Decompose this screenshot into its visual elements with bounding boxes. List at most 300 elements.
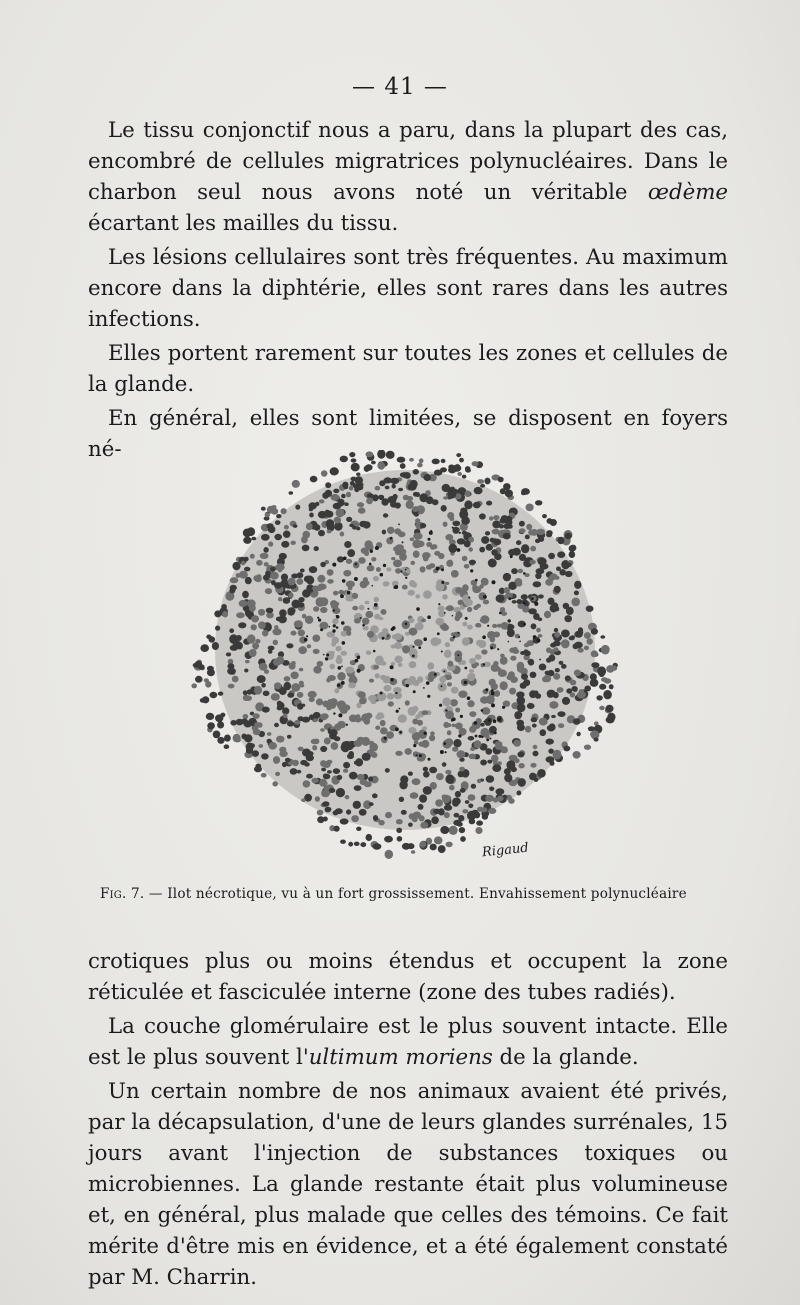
cell <box>227 663 234 669</box>
cell <box>562 697 570 705</box>
cell <box>468 804 473 809</box>
cell <box>287 735 292 739</box>
cell <box>363 521 371 528</box>
cell <box>596 695 602 700</box>
cell <box>271 508 278 515</box>
cell <box>601 645 610 655</box>
cell <box>474 740 482 748</box>
cell <box>279 617 285 624</box>
cell <box>275 772 280 776</box>
cell <box>359 809 367 816</box>
cell <box>570 680 576 686</box>
cell <box>329 732 337 739</box>
cell <box>385 812 392 818</box>
cell <box>402 645 410 653</box>
cell <box>396 819 403 824</box>
cell <box>551 715 556 718</box>
cell <box>326 519 335 528</box>
nucleus-dot <box>396 710 399 713</box>
cell <box>535 539 540 543</box>
nucleus-dot <box>332 563 336 567</box>
nucleus-dot <box>491 689 494 692</box>
nucleus-dot <box>380 573 384 577</box>
cell <box>200 698 205 703</box>
cell <box>244 567 250 572</box>
cell <box>362 753 371 761</box>
cell <box>348 751 354 757</box>
cell <box>469 669 474 673</box>
cell <box>218 692 223 696</box>
cell <box>393 494 398 500</box>
cell <box>501 748 508 754</box>
cell <box>586 606 594 612</box>
cell <box>346 631 351 636</box>
cell <box>386 567 391 571</box>
cell <box>491 549 497 555</box>
cell <box>467 607 472 612</box>
cell <box>330 600 337 607</box>
cell <box>480 615 489 624</box>
nucleus-dot <box>452 717 456 721</box>
nucleus-dot <box>395 692 397 694</box>
cell <box>408 618 414 623</box>
cell <box>360 842 366 847</box>
cell <box>462 475 467 479</box>
paragraph-7: Un certain nombre de nos animaux avaient été privés, par la décapsulation, d'une de leurs glandes surrénales, 15 jours avant l'injection de substances toxiques ou microbiennes. La glande restante était plus volumineuse et, en général, plus malade que celles des témoins. Ce fait mérite d'être mis en évidence, et a été également constaté par M. Charrin. <box>88 1079 728 1290</box>
cell <box>209 636 216 642</box>
cell <box>517 703 526 712</box>
paragraph-1: Le tissu conjonctif nous a paru, dans la plupart des cas, encombré de cellules migratrices polynucléaires. Dans le charbon seul nous avons noté un véritable œdème écartant les mailles du tissu. <box>88 118 728 236</box>
cell <box>321 789 330 797</box>
cell <box>529 560 535 565</box>
cell <box>599 673 604 677</box>
cell <box>357 502 364 507</box>
nucleus-dot <box>343 557 347 561</box>
nucleus-dot <box>483 663 485 665</box>
cell <box>561 630 570 638</box>
cell <box>442 795 450 804</box>
cell <box>447 730 452 735</box>
cell <box>242 591 249 598</box>
cell <box>254 686 262 695</box>
nucleus-dot <box>419 754 422 757</box>
cell <box>251 615 259 622</box>
cell <box>451 687 459 694</box>
nucleus-dot <box>523 572 526 575</box>
cell <box>462 622 467 627</box>
cell <box>356 473 360 476</box>
cell <box>251 624 257 630</box>
cell <box>415 518 420 523</box>
cell <box>401 810 407 815</box>
cell <box>467 811 476 821</box>
cell <box>249 649 257 657</box>
cell <box>385 768 390 773</box>
cell <box>446 723 451 727</box>
cell <box>255 764 261 769</box>
cell <box>460 788 466 793</box>
cell <box>500 488 506 494</box>
cell <box>452 521 460 527</box>
cell <box>452 465 461 472</box>
cell <box>303 780 311 787</box>
cell <box>256 560 263 566</box>
cell <box>205 681 211 688</box>
cell <box>409 458 414 462</box>
figure-caption <box>100 886 720 902</box>
cell <box>412 719 418 725</box>
cell <box>448 490 457 499</box>
nucleus-dot <box>468 597 470 599</box>
cell <box>371 752 377 758</box>
nucleus-dot <box>373 650 376 653</box>
nucleus-dot <box>428 538 431 541</box>
cell <box>407 843 414 849</box>
cell <box>398 663 403 667</box>
cell <box>554 632 560 638</box>
cell <box>500 607 505 612</box>
cell <box>378 495 384 500</box>
cell <box>314 546 319 551</box>
cell <box>366 834 373 841</box>
cell <box>402 585 408 590</box>
cell <box>530 672 537 678</box>
cell <box>253 713 260 719</box>
cell <box>524 651 531 657</box>
cell <box>481 649 487 654</box>
cell <box>374 597 379 602</box>
cell <box>339 706 344 710</box>
nucleus-dot <box>489 738 491 740</box>
cell <box>274 582 282 589</box>
cell <box>344 502 348 506</box>
cell <box>486 501 492 506</box>
cell <box>300 569 305 573</box>
cell <box>319 499 325 503</box>
cell <box>244 734 252 742</box>
cell <box>442 762 447 767</box>
cell <box>454 813 460 818</box>
nucleus-dot <box>355 659 359 663</box>
cell <box>321 470 328 476</box>
cell <box>436 773 444 780</box>
nucleus-dot <box>338 666 342 670</box>
cell <box>327 569 334 576</box>
cell <box>528 659 534 666</box>
nucleus-dot <box>457 548 461 552</box>
cell <box>346 744 353 750</box>
cell <box>455 708 460 713</box>
nucleus-dot <box>406 684 409 687</box>
cell <box>455 791 461 798</box>
cell <box>591 628 598 634</box>
nucleus-dot <box>482 635 486 639</box>
cell <box>214 610 221 617</box>
cell <box>528 608 537 614</box>
nucleus-dot <box>304 638 308 642</box>
nucleus-dot <box>487 625 489 627</box>
nucleus-dot <box>333 609 335 611</box>
nucleus-dot <box>481 736 483 738</box>
cell <box>261 507 266 511</box>
cell <box>549 701 558 709</box>
cell <box>279 553 287 560</box>
cell <box>484 478 490 485</box>
cell <box>553 692 559 698</box>
cell <box>351 675 356 680</box>
nucleus-dot <box>380 692 383 695</box>
cell <box>453 739 461 747</box>
nucleus-dot <box>355 563 357 565</box>
nucleus-dot <box>445 709 447 711</box>
cell <box>450 699 458 706</box>
cell <box>439 676 446 682</box>
nucleus-dot <box>508 597 511 600</box>
cell <box>468 736 475 741</box>
cell <box>367 565 375 571</box>
cell <box>309 566 317 573</box>
cell <box>195 661 203 669</box>
cell <box>347 549 355 557</box>
cell <box>210 692 218 698</box>
cell <box>391 557 395 560</box>
nucleus-dot <box>465 617 468 620</box>
cell <box>400 775 408 783</box>
cell <box>422 552 430 559</box>
cell <box>507 524 513 529</box>
nucleus-dot <box>357 656 361 660</box>
cell <box>299 668 304 672</box>
cell <box>420 822 428 829</box>
cell <box>538 618 542 622</box>
cell <box>465 800 470 804</box>
cell <box>230 720 236 726</box>
cell <box>291 574 298 579</box>
cell <box>284 525 289 530</box>
cell <box>493 515 499 520</box>
nucleus-dot <box>523 623 526 626</box>
cell <box>215 626 220 631</box>
cell <box>540 729 547 736</box>
cell <box>398 531 406 537</box>
cell <box>272 781 278 786</box>
cell <box>518 569 524 573</box>
cell <box>244 529 253 536</box>
cell <box>340 456 348 463</box>
cell <box>320 746 327 752</box>
cell <box>346 809 351 814</box>
cell <box>349 772 358 780</box>
cell <box>338 590 344 595</box>
cell <box>400 463 406 469</box>
cell <box>448 661 454 667</box>
cell <box>526 524 532 530</box>
cell <box>292 480 300 488</box>
cell <box>358 507 366 513</box>
cell <box>302 614 306 619</box>
cell <box>316 698 323 705</box>
cell <box>207 722 215 729</box>
nucleus-dot <box>533 635 537 639</box>
cell <box>414 639 423 646</box>
cell <box>376 567 381 572</box>
cell <box>229 628 234 633</box>
cell <box>462 556 468 562</box>
nucleus-dot <box>494 731 497 734</box>
cell <box>294 620 303 628</box>
nucleus-dot <box>478 735 481 738</box>
cell <box>422 710 429 715</box>
cell <box>500 681 508 690</box>
cell <box>243 695 249 701</box>
cell <box>420 523 427 528</box>
cell <box>545 579 553 586</box>
cell <box>447 682 452 686</box>
cell <box>375 673 380 678</box>
nucleus-dot <box>441 581 444 584</box>
cell <box>393 560 402 568</box>
nucleus-dot <box>441 568 444 571</box>
cell <box>320 728 325 731</box>
nucleus-dot <box>475 735 478 738</box>
nucleus-dot <box>341 621 345 625</box>
paragraph-2: Les lésions cellulaires sont très fréquentes. Au maximum encore dans la diphtérie, elles sont rares dans les autres infections. <box>88 245 728 332</box>
cell <box>405 700 410 705</box>
cell <box>380 727 388 734</box>
cell <box>364 781 372 787</box>
cell <box>477 779 482 783</box>
cell <box>346 581 355 588</box>
cell <box>276 514 281 518</box>
cell <box>409 661 417 668</box>
cell <box>274 534 282 540</box>
cell <box>236 612 245 618</box>
cell <box>561 641 566 645</box>
cell <box>303 531 311 539</box>
cell <box>368 695 377 702</box>
cell <box>213 731 221 739</box>
cell <box>594 738 599 742</box>
cell <box>221 604 227 609</box>
cell <box>298 747 304 752</box>
nucleus-dot <box>342 641 346 645</box>
nucleus-dot <box>390 678 394 682</box>
cell <box>296 578 303 585</box>
cell <box>492 764 501 772</box>
cell <box>232 562 240 571</box>
nucleus-dot <box>367 608 369 610</box>
cell <box>530 546 536 552</box>
cell <box>488 559 497 568</box>
cell <box>545 671 550 675</box>
cell <box>265 512 270 517</box>
cell <box>514 758 520 763</box>
cell <box>381 609 387 615</box>
nucleus-dot <box>413 744 416 747</box>
cell <box>318 530 325 536</box>
nucleus-dot <box>423 687 425 689</box>
cell <box>373 576 379 581</box>
cell <box>477 624 481 628</box>
cell <box>517 724 525 731</box>
cell <box>398 488 403 492</box>
cell <box>334 826 340 832</box>
cell <box>335 808 343 814</box>
cell <box>277 706 283 711</box>
cell <box>462 809 468 813</box>
nucleus-dot <box>491 692 495 696</box>
cell <box>263 691 270 697</box>
cell <box>353 801 361 809</box>
cell <box>476 640 483 646</box>
cell <box>480 696 489 704</box>
cell <box>546 739 554 745</box>
micrograph-figure <box>190 450 620 860</box>
paragraph-3: Elles portent rarement sur toutes les zones et cellules de la glande. <box>88 341 728 397</box>
cell <box>351 458 357 462</box>
cell <box>533 581 542 587</box>
cell <box>544 611 551 618</box>
cell <box>266 608 274 614</box>
nucleus-dot <box>470 569 473 572</box>
nucleus-dot <box>498 718 501 721</box>
cell <box>480 484 485 488</box>
cell <box>302 545 310 552</box>
cell <box>570 545 577 552</box>
cell <box>517 791 522 796</box>
cell <box>410 792 419 799</box>
cell <box>331 742 339 750</box>
cell <box>500 657 508 665</box>
cell <box>260 553 269 559</box>
nucleus-dot <box>372 585 374 587</box>
cell <box>600 635 605 638</box>
cell <box>351 463 360 472</box>
cell <box>287 693 294 698</box>
cell <box>371 557 376 561</box>
nucleus-dot <box>539 659 541 661</box>
cell <box>390 478 399 484</box>
cell <box>469 726 476 733</box>
cell <box>405 748 412 755</box>
cell <box>573 718 581 725</box>
cell <box>274 723 279 727</box>
cell <box>420 566 426 572</box>
cell <box>268 650 273 654</box>
nucleus-dot <box>537 639 541 643</box>
nucleus-dot <box>519 641 521 643</box>
cell <box>574 631 582 638</box>
cell <box>553 641 561 647</box>
cell <box>297 770 302 774</box>
nucleus-dot <box>357 669 361 673</box>
cell <box>559 661 564 665</box>
nucleus-dot <box>534 602 538 606</box>
cell <box>316 599 321 604</box>
cell <box>412 582 417 587</box>
cell <box>496 594 505 602</box>
cell <box>464 540 471 547</box>
cell <box>476 820 483 825</box>
cell <box>509 688 516 695</box>
nucleus-dot <box>412 655 415 658</box>
nucleus-dot <box>430 530 432 532</box>
cell <box>397 836 403 842</box>
cell <box>265 571 270 576</box>
cell <box>528 530 534 536</box>
cell <box>533 751 539 757</box>
cell <box>473 502 481 509</box>
